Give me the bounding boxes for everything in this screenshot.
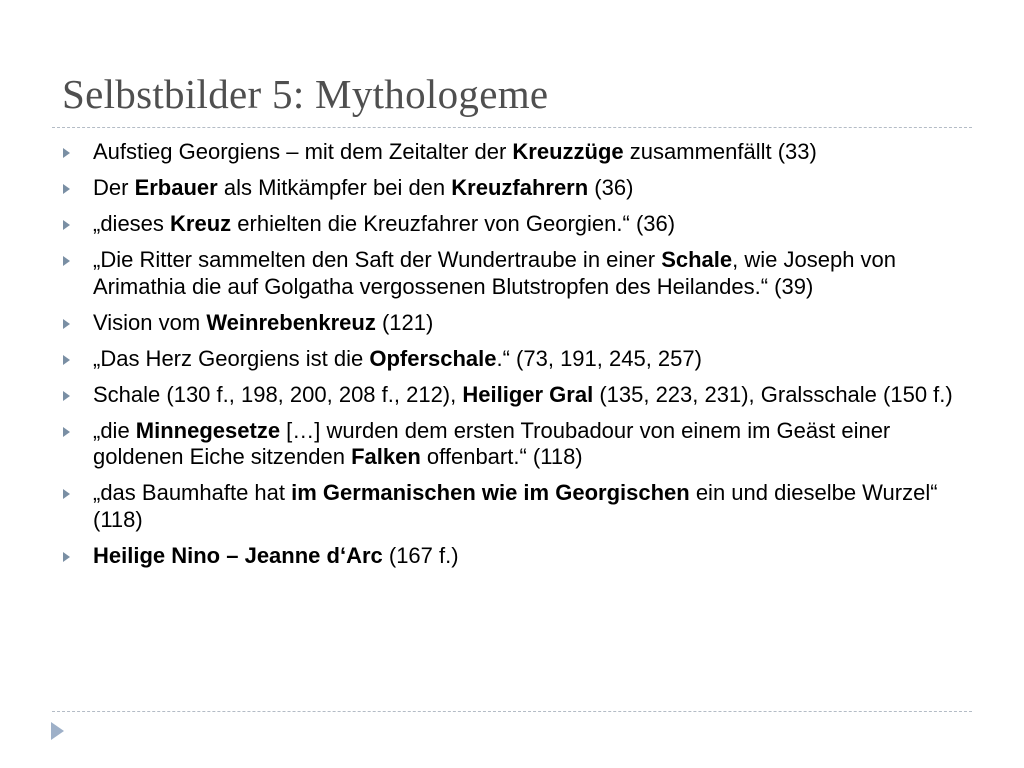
bullet-item [62, 543, 962, 570]
text-run: ein und dieselbe Wurzel“ (118) [93, 480, 938, 532]
bold-run: Schale [661, 247, 733, 272]
bullet-item [62, 418, 962, 471]
bullet-text [93, 543, 459, 568]
footer-arrow-icon[interactable] [51, 722, 64, 740]
bold-run: Heiliger Gral [462, 381, 594, 407]
bullet-text [93, 310, 433, 335]
bullet-text [93, 175, 633, 200]
text-run: (121) [375, 309, 434, 335]
bullet-triangle-icon [63, 148, 70, 158]
bullet-item [62, 139, 962, 166]
bullet-triangle-icon [63, 552, 70, 562]
bullet-item [62, 346, 962, 373]
text-run: als Mitkämpfer bei den [217, 175, 452, 200]
bold-run: Heilige Nino – Jeanne d‘Arc [93, 542, 383, 568]
footer-divider [52, 711, 972, 712]
bullet-item [62, 175, 962, 202]
bullet-item [62, 211, 962, 238]
bullet-triangle-icon [63, 184, 70, 194]
bullet-triangle-icon [63, 355, 70, 365]
slide-title: Selbstbilder 5: Mythologeme [62, 71, 549, 117]
text-run: erhielten die Kreuzfahrer von Georgien.“ (36) [231, 211, 676, 236]
text-run: Der [93, 175, 135, 200]
bold-run: Erbauer [134, 175, 218, 200]
text-run: „dieses [93, 211, 171, 236]
bold-run: Kreuz [170, 211, 232, 236]
bullet-item [62, 382, 962, 409]
text-run: […] wurden dem ersten Troubadour von einem im Geäst einer goldenen Eiche sitzenden [93, 417, 891, 469]
bullet-triangle-icon [63, 256, 70, 266]
text-run: (135, 223, 231), Gralsschale (150 f.) [593, 381, 953, 407]
text-run: .“ (73, 191, 245, 257) [496, 345, 702, 371]
text-run: , wie Joseph von Arimathia die auf Golgatha vergossenen Blutstropfen des Heilandes.“ (39) [93, 247, 897, 299]
bullet-item [62, 480, 962, 533]
bullet-triangle-icon [63, 427, 70, 437]
bullet-triangle-icon [63, 319, 70, 329]
bold-run: Falken [351, 444, 421, 469]
text-run: „die [93, 417, 136, 443]
text-run: „Das Herz Georgiens ist die [93, 345, 370, 371]
text-run: Schale (130 f., 198, 200, 208 f., 212), [93, 381, 463, 407]
bullet-text [93, 418, 890, 470]
bullet-item [62, 310, 962, 337]
bold-run: Minnegesetze [135, 417, 281, 443]
bullet-text [93, 480, 938, 532]
bullet-item [62, 247, 962, 300]
text-run: offenbart.“ (118) [420, 444, 583, 469]
bullet-list [62, 139, 962, 579]
bullet-triangle-icon [63, 489, 70, 499]
text-run: Aufstieg Georgiens – mit dem Zeitalter der [93, 139, 513, 164]
title-divider [52, 127, 972, 128]
bullet-text [93, 247, 896, 299]
text-run: (36) [588, 175, 634, 200]
text-run: Vision vom [93, 309, 207, 335]
bullet-triangle-icon [63, 220, 70, 230]
bold-run: Weinrebenkreuz [206, 309, 376, 335]
text-run: „Die Ritter sammelten den Saft der Wundertraube in einer [93, 247, 662, 272]
bullet-triangle-icon [63, 391, 70, 401]
text-run: zusammenfällt (33) [623, 139, 817, 164]
bullet-text [93, 139, 817, 164]
text-run: „das Baumhafte hat [93, 480, 292, 505]
bold-run: Kreuzfahrern [451, 175, 589, 200]
bold-run: Opferschale [369, 345, 497, 371]
bold-run: im Germanischen wie im Georgischen [291, 480, 690, 505]
bullet-text [93, 211, 675, 236]
bold-run: Kreuzzüge [512, 139, 624, 164]
text-run: (167 f.) [382, 542, 459, 568]
bullet-text [93, 346, 702, 371]
bullet-text [93, 382, 953, 407]
